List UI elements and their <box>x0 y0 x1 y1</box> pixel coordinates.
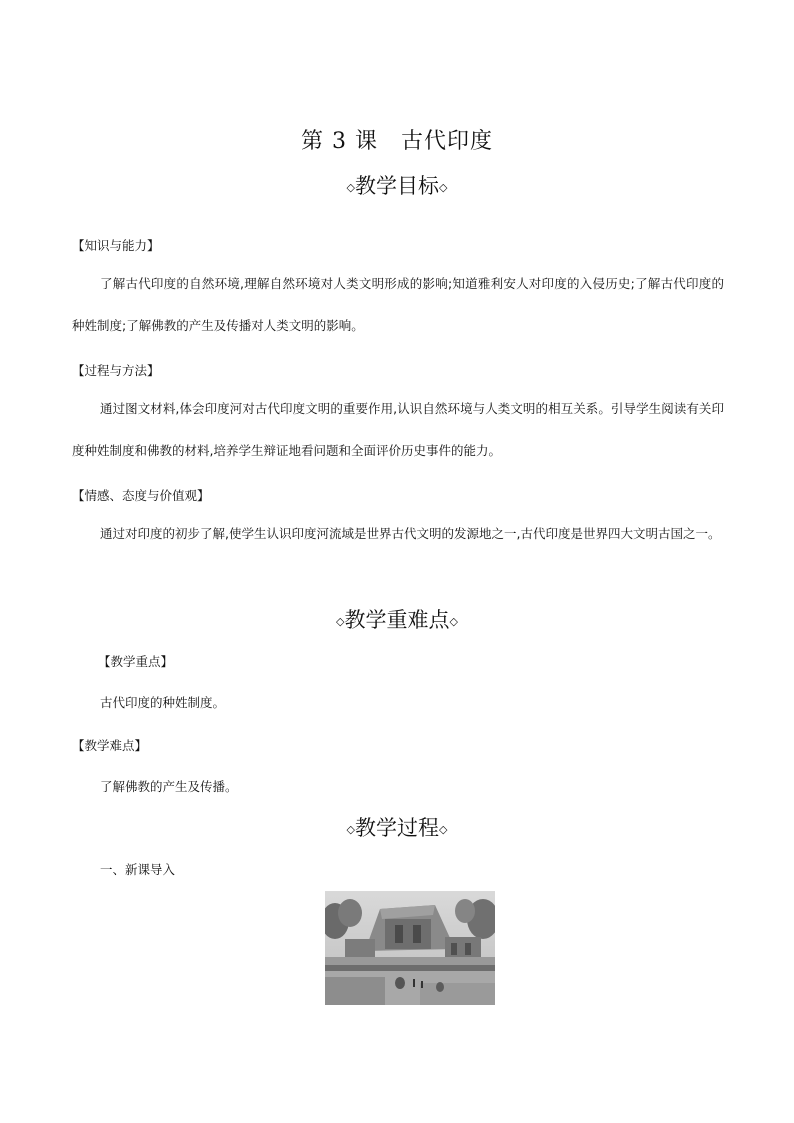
ancient-ruins-photo <box>325 891 495 1005</box>
diamond-icon: ◇ <box>439 181 448 194</box>
emotion-label: 【情感、态度与价值观】 <box>72 488 210 503</box>
difficulty-label: 【教学难点】 <box>72 738 148 753</box>
key-heading: ◇教学重难点◇ <box>336 608 458 632</box>
lesson-title: 第 3 课 古代印度 <box>301 129 493 154</box>
diamond-icon: ◇ <box>346 181 355 194</box>
process-heading: ◇教学过程◇ <box>346 816 448 840</box>
ruins-image <box>325 891 495 1005</box>
key-point-label: 【教学重点】 <box>98 654 174 669</box>
difficulty-text: 了解佛教的产生及传播。 <box>100 779 238 794</box>
diamond-icon: ◇ <box>346 823 355 836</box>
process-label: 【过程与方法】 <box>72 363 160 378</box>
diamond-icon: ◇ <box>449 615 458 628</box>
knowledge-text: 了解古代印度的自然环境,理解自然环境对人类文明形成的影响;知道雅利安人对印度的入侵历史;了解古代印度的种姓制度;了解佛教的产生及传播对人类文明的影响。 <box>72 276 724 333</box>
process-text: 通过图文材料,体会印度河对古代印度文明的重要作用,认识自然环境与人类文明的相互关系。引导学生阅读有关印度种姓制度和佛教的材料,培养学生辩证地看问题和全面评价历史事件的能力。 <box>72 401 724 458</box>
goals-heading: ◇教学目标◇ <box>346 174 448 198</box>
key-point-text: 古代印度的种姓制度。 <box>100 695 226 710</box>
intro-label: 一、新课导入 <box>100 862 176 877</box>
diamond-icon: ◇ <box>439 823 448 836</box>
diamond-icon: ◇ <box>336 615 345 628</box>
emotion-text: 通过对印度的初步了解,使学生认识印度河流域是世界古代文明的发源地之一,古代印度是世界四大文明古国之一。 <box>100 526 721 541</box>
knowledge-label: 【知识与能力】 <box>72 238 160 253</box>
